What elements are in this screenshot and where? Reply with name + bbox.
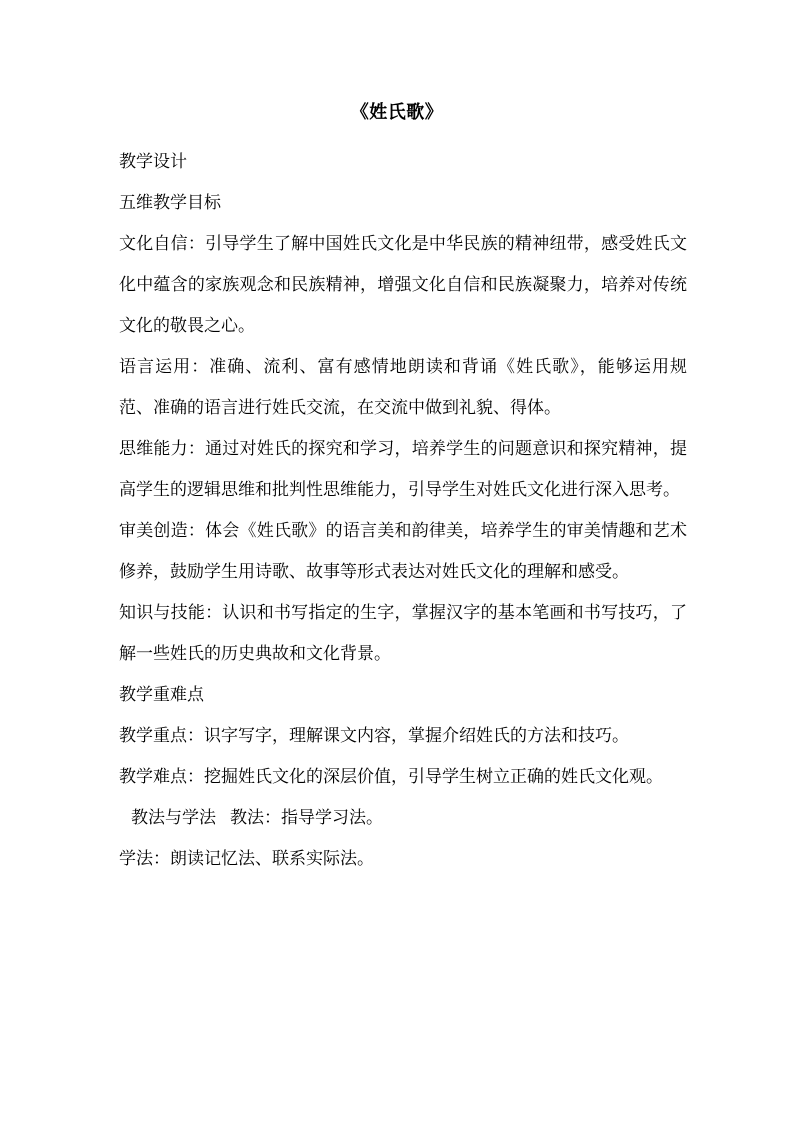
paragraph-thinking-ability: 思维能力：通过对姓氏的探究和学习，培养学生的问题意识和探究精神，提高学生的逻辑思维和批判性思维能力，引导学生对姓氏文化进行深入思考。	[119, 439, 687, 500]
paragraph-knowledge-skills: 知识与技能：认识和书写指定的生字，掌握汉字的基本笔画和书写技巧，了解一些姓氏的历史典故和文化背景。	[119, 603, 687, 664]
paragraph-difficult-points: 教学难点：挖掘姓氏文化的深层价值，引导学生树立正确的姓氏文化观。	[119, 767, 663, 787]
section-heading-five-dim-goals: 五维教学目标	[119, 193, 221, 213]
paragraph-language-use: 语言运用：准确、流利、富有感情地朗读和背诵《姓氏歌》，能够运用规范、准确的语言进行姓氏交流，在交流中做到礼貌、得体。	[119, 357, 687, 418]
methods-label: 教法与学法	[131, 808, 216, 828]
section-heading-teaching-design: 教学设计	[119, 152, 187, 172]
teaching-method: 教法：指导学习法。	[230, 808, 383, 828]
paragraph-cultural-confidence: 文化自信：引导学生了解中国姓氏文化是中华民族的精神纽带，感受姓氏文化中蕴含的家族观念和民族精神，增强文化自信和民族凝聚力，培养对传统文化的敬畏之心。	[119, 234, 687, 336]
section-heading-key-difficult: 教学重难点	[119, 685, 204, 705]
document-title: 《姓氏歌》	[350, 102, 444, 123]
paragraph-aesthetic-creation: 审美创造：体会《姓氏歌》的语言美和韵律美，培养学生的审美情趣和艺术修养，鼓励学生用诗歌、故事等形式表达对姓氏文化的理解和感受。	[119, 521, 687, 582]
paragraph-learning-method: 学法：朗读记忆法、联系实际法。	[119, 849, 374, 869]
methods-line	[119, 798, 687, 839]
document-body	[119, 142, 687, 880]
paragraph-key-points: 教学重点：识字写字，理解课文内容，掌握介绍姓氏的方法和技巧。	[119, 726, 629, 746]
